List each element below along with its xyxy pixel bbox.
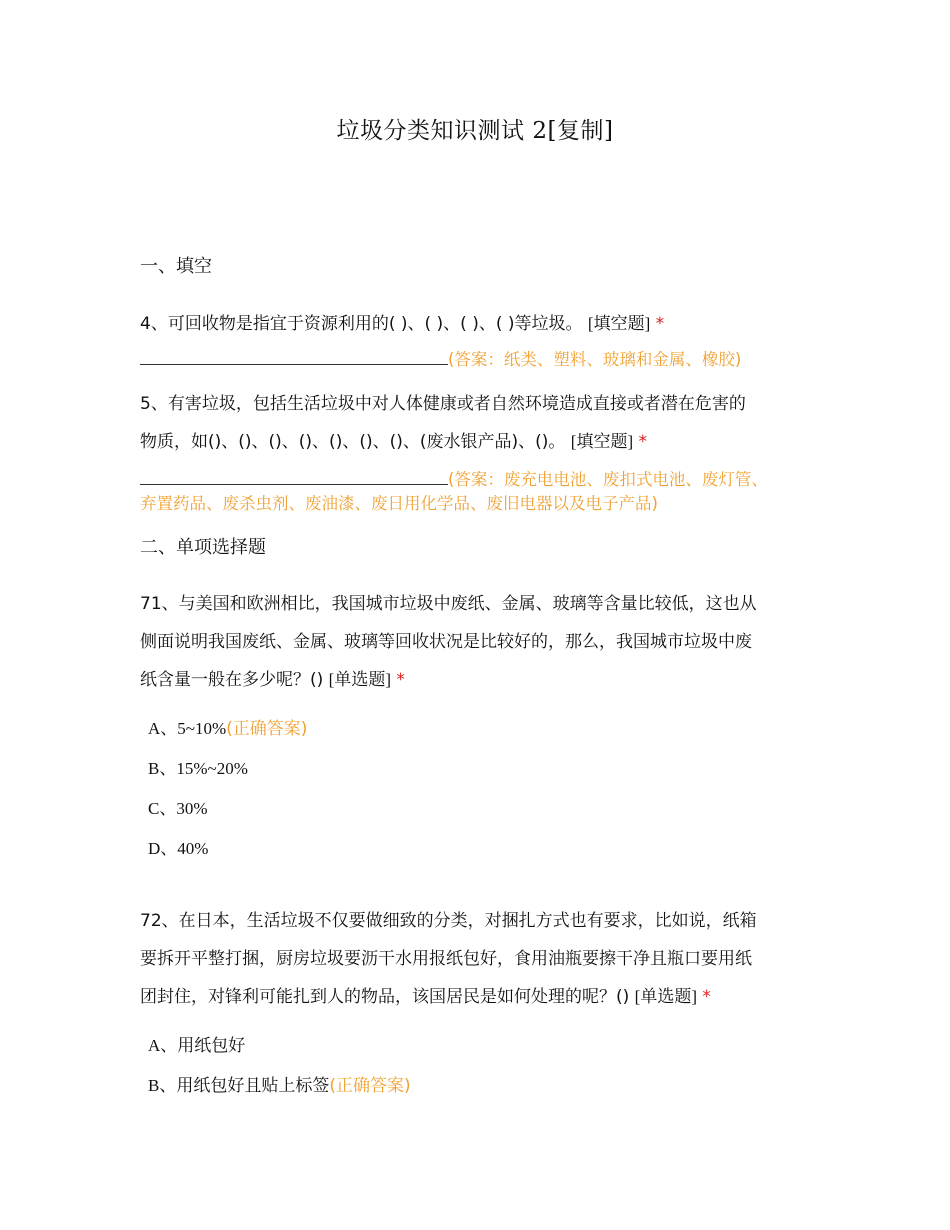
question-71 bbox=[140, 585, 820, 699]
question-type: [填空题] bbox=[587, 314, 651, 333]
correct-answer-tag: (正确答案) bbox=[329, 1076, 411, 1096]
question-4 bbox=[140, 305, 820, 343]
question-5 bbox=[140, 385, 820, 461]
section-heading-single: 二、单项选择题 bbox=[140, 537, 266, 558]
answer-blank[interactable] bbox=[140, 466, 448, 485]
option-label: D、40% bbox=[148, 839, 209, 858]
answer-text: (答案：纸类、塑料、玻璃和金属、橡胶) bbox=[448, 350, 742, 369]
question-text: 4、可回收物是指宜于资源利用的( )、( )、( )、( )等垃圾。 bbox=[140, 314, 583, 334]
option-label: B、用纸包好且贴上标签 bbox=[148, 1076, 330, 1095]
option-label: C、30% bbox=[148, 799, 208, 818]
answer-line-4 bbox=[140, 346, 820, 372]
question-text-line: 物质，如()、()、()、()、()、()、()、(废水银产品)、()。 bbox=[140, 432, 566, 452]
required-mark: * bbox=[396, 670, 405, 690]
option-72-a[interactable] bbox=[148, 1031, 245, 1056]
question-text-line: 要拆开平整打捆，厨房垃圾要沥干水用报纸包好，食用油瓶要擦干净且瓶口要用纸 bbox=[140, 949, 752, 969]
answer-blank[interactable] bbox=[140, 346, 448, 365]
question-text-line: 侧面说明我国废纸、金属、玻璃等回收状况是比较好的，那么，我国城市垃圾中废 bbox=[140, 632, 752, 652]
correct-answer-tag: (正确答案) bbox=[226, 719, 308, 739]
section-heading-fill: 一、填空 bbox=[140, 256, 212, 277]
option-label: B、15%~20% bbox=[148, 759, 248, 778]
question-text-line: 72、在日本，生活垃圾不仅要做细致的分类，对捆扎方式也有要求，比如说，纸箱 bbox=[140, 911, 757, 931]
option-72-b[interactable] bbox=[148, 1071, 411, 1096]
page-title: 垃圾分类知识测试 2[复制] bbox=[336, 118, 614, 144]
answer-text: (答案：废充电电池、废扣式电池、废灯管、 bbox=[448, 470, 768, 489]
question-72 bbox=[140, 902, 820, 1016]
required-mark: * bbox=[655, 314, 665, 334]
question-text-line: 71、与美国和欧洲相比，我国城市垃圾中废纸、金属、玻璃等含量比较低，这也从 bbox=[140, 594, 757, 614]
option-71-a[interactable] bbox=[148, 714, 307, 739]
question-text-line: 5、有害垃圾，包括生活垃圾中对人体健康或者自然环境造成直接或者潜在危害的 bbox=[140, 394, 746, 414]
question-type: [填空题] bbox=[570, 432, 634, 451]
answer-text: 弃置药品、废杀虫剂、废油漆、废日用化学品、废旧电器以及电子产品) bbox=[140, 494, 658, 513]
answer-line-5 bbox=[140, 466, 820, 516]
option-label: A、5~10% bbox=[148, 719, 227, 738]
option-71-c[interactable] bbox=[148, 794, 208, 819]
required-mark: * bbox=[702, 987, 711, 1007]
question-text-line: 纸含量一般在多少呢？() bbox=[140, 670, 324, 690]
option-71-d[interactable] bbox=[148, 834, 208, 859]
question-type: [单选题] bbox=[634, 987, 697, 1006]
question-type: [单选题] bbox=[328, 670, 391, 689]
required-mark: * bbox=[638, 432, 648, 452]
question-text-line: 团封住，对锋利可能扎到人的物品，该国居民是如何处理的呢？() bbox=[140, 987, 630, 1007]
option-label: A、用纸包好 bbox=[148, 1036, 246, 1055]
option-71-b[interactable] bbox=[148, 754, 248, 779]
